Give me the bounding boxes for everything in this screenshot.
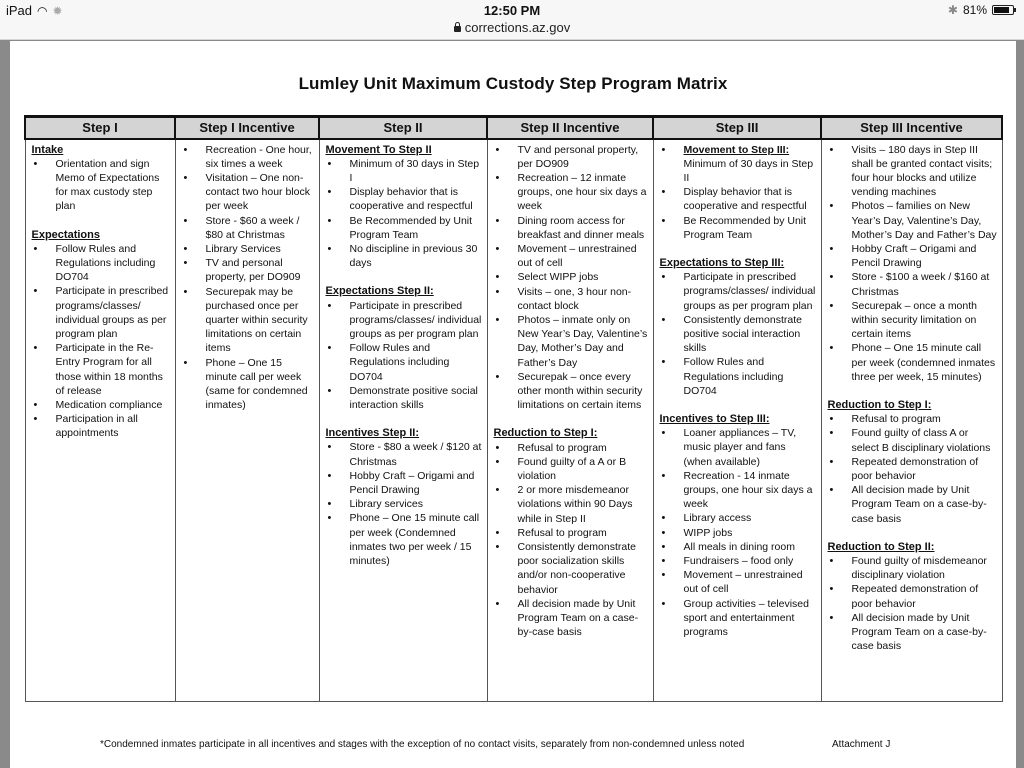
list-item: • Consistently demonstrate positive social interaction skills [660, 313, 817, 356]
lock-icon [454, 26, 461, 32]
list-item: • Library access [660, 511, 817, 525]
list-item: • Found guilty of a A or B violation [494, 455, 649, 483]
cell-step-3 [653, 139, 821, 702]
list-item: • Movement to Step III: Minimum of 30 days in Step II [660, 143, 817, 186]
header-step-2: Step II [319, 117, 487, 139]
section-spacer [828, 526, 998, 540]
attachment-label: Attachment J [832, 739, 891, 750]
list-item: • Follow Rules and Regulations including DO704 [660, 355, 817, 398]
list-item: • Securepak – once every other month within security limitations on certain items [494, 370, 649, 413]
bullet-list [326, 157, 483, 271]
list-item: • Visits – one, 3 hour non-contact block [494, 285, 649, 313]
list-item: • Store - $60 a week / $80 at Christmas [182, 214, 315, 242]
section-spacer [326, 412, 483, 426]
list-item: • Follow Rules and Regulations including DO704 [326, 341, 483, 384]
list-item: • All decision made by Unit Program Team on a case-by-case basis [828, 483, 998, 526]
cell-step-3-incentive [821, 139, 1002, 702]
bullet-list [494, 143, 649, 413]
header-step-1-incentive: Step I Incentive [175, 117, 319, 139]
list-item: • TV and personal property, per DO909 [182, 256, 315, 284]
list-item: • Recreation - 14 inmate groups, one hour six days a week [660, 469, 817, 512]
list-item: • Repeated demonstration of poor behavior [828, 455, 998, 483]
list-item: • All meals in dining room [660, 540, 817, 554]
cell-step-1 [25, 139, 175, 702]
list-item: • Select WIPP jobs [494, 270, 649, 284]
list-item: • Participate in prescribed programs/classes/ individual groups as per program plan [660, 270, 817, 313]
clock: 12:50 PM [483, 3, 541, 18]
list-item: • All decision made by Unit Program Team on a case-by-case basis [828, 611, 998, 654]
status-right [948, 3, 1014, 17]
header-step-3: Step III [653, 117, 821, 139]
list-item: • Orientation and sign Memo of Expectations for max custody step plan [32, 157, 171, 214]
footnote: *Condemned inmates participate in all incentives and stages with the exception of no contact visits, separately from non-condemned unless noted [100, 739, 745, 750]
section-heading: Incentives to Step III: [659, 412, 770, 425]
list-item: • Demonstrate positive social interaction skills [326, 384, 483, 412]
list-item: • Refusal to program [828, 412, 998, 426]
list-item: • Photos – inmate only on New Year’s Day, Valentine’s Day, Mother’s Day and Father’s Day [494, 313, 649, 370]
list-item: • Participate in the Re-Entry Program for all those within 18 months of release [32, 341, 171, 398]
list-item: • Phone – One 15 minute call per week (same for condemned inmates) [182, 356, 315, 413]
list-item: • Phone – One 15 minute call per week (condemned inmates three per week, 15 minutes) [828, 341, 998, 384]
list-item: • Dining room access for breakfast and dinner meals [494, 214, 649, 242]
list-item: • Participation in all appointments [32, 412, 171, 440]
section-heading: Expectations to Step III: [659, 256, 785, 269]
list-item: • 2 or more misdemeanor violations within 90 Days while in Step II [494, 483, 649, 526]
section-spacer [326, 270, 483, 284]
document-title: Lumley Unit Maximum Custody Step Program Matrix [298, 74, 728, 93]
section-heading: Movement To Step II [325, 143, 432, 156]
loading-spinner-icon: ✹ [52, 3, 63, 18]
ios-status-bar [0, 0, 1024, 40]
content-row [25, 139, 1002, 702]
step-program-matrix [24, 115, 1003, 702]
bullet-list [828, 412, 998, 526]
header-step-2-incentive: Step II Incentive [487, 117, 653, 139]
section-heading: Reduction to Step I: [827, 398, 932, 411]
header-step-3-incentive: Step III Incentive [821, 117, 1002, 139]
list-item: • Refusal to program [494, 526, 649, 540]
section-heading: Reduction to Step I: [493, 427, 598, 440]
list-item: • Recreation - One hour, six times a week [182, 143, 315, 171]
list-item: • Display behavior that is cooperative and respectful [326, 185, 483, 213]
header-step-1: Step I [25, 117, 175, 139]
list-item: • Participate in prescribed programs/classes/ individual groups as per program plan [326, 299, 483, 342]
list-item: • WIPP jobs [660, 526, 817, 540]
bullet-list [326, 299, 483, 413]
list-item: • Loaner appliances – TV, music player and fans (when available) [660, 426, 817, 469]
bullet-list [494, 441, 649, 640]
wifi-icon: ◠ [37, 3, 48, 18]
bluetooth-icon: ✱ [947, 3, 958, 17]
list-item: • Securepak may be purchased once per quarter within security limitations on certain items [182, 285, 315, 356]
section-spacer [828, 384, 998, 398]
list-item: • Visitation – One non-contact two hour block per week [182, 171, 315, 214]
cell-step-2 [319, 139, 487, 702]
bullet-list [660, 143, 817, 242]
section-heading: Expectations Step II: [325, 285, 434, 298]
list-item: • Display behavior that is cooperative and respectful [660, 185, 817, 213]
list-item: • Hobby Craft – Origami and Pencil Drawing [326, 469, 483, 497]
bullet-list [32, 242, 171, 441]
battery-percent: 81% [962, 3, 987, 17]
list-item: • TV and personal property, per DO909 [494, 143, 649, 171]
list-item: • Movement – unrestrained out of cell [660, 568, 817, 596]
list-item: • Visits – 180 days in Step III shall be granted contact visits; four hour blocks and utilize vending machines [828, 143, 998, 200]
list-item: • Securepak – once a month within security limitation on certain items [828, 299, 998, 342]
list-item: • Group activities – televised sport and entertainment programs [660, 597, 817, 640]
list-item: • Follow Rules and Regulations including DO704 [32, 242, 171, 285]
document-page [10, 41, 1016, 768]
bullet-list [828, 143, 998, 384]
list-item: • Library services [326, 497, 483, 511]
section-spacer [494, 412, 649, 426]
section-spacer [660, 398, 817, 412]
device-name: iPad [6, 3, 33, 18]
bullet-list [660, 426, 817, 639]
bullet-list [828, 554, 998, 653]
inline-heading: Movement to Step III: [683, 143, 790, 156]
battery-fill [994, 7, 1009, 13]
list-item: • Be Recommended by Unit Program Team [660, 214, 817, 242]
list-item: • Phone – One 15 minute call per week (Condemned inmates two per week / 15 minutes) [326, 511, 483, 568]
battery-icon [992, 5, 1014, 15]
address-bar[interactable] [0, 20, 1024, 35]
list-item: • No discipline in previous 30 days [326, 242, 483, 270]
section-spacer [32, 214, 171, 228]
list-item: • Store - $100 a week / $160 at Christmas [828, 270, 998, 298]
section-heading: Reduction to Step II: [827, 540, 935, 553]
list-item: • Found guilty of class A or select B disciplinary violations [828, 426, 998, 454]
section-heading: Incentives Step II: [325, 427, 420, 440]
list-item: • Found guilty of misdemeanor disciplinary violation [828, 554, 998, 582]
cell-step-2-incentive [487, 139, 653, 702]
list-item: • Photos – families on New Year’s Day, Valentine’s Day, Mother’s Day and Father’s Day [828, 199, 998, 242]
section-heading: Intake [31, 143, 64, 156]
bullet-list [326, 440, 483, 568]
list-item: • Fundraisers – food only [660, 554, 817, 568]
list-item: • Medication compliance [32, 398, 171, 412]
list-item: • Minimum of 30 days in Step I [326, 157, 483, 185]
list-item: • All decision made by Unit Program Team on a case-by-case basis [494, 597, 649, 640]
list-item: • Refusal to program [494, 441, 649, 455]
list-item: • Movement – unrestrained out of cell [494, 242, 649, 270]
list-item: • Store - $80 a week / $120 at Christmas [326, 440, 483, 468]
list-item: • Repeated demonstration of poor behavior [828, 582, 998, 610]
cell-step-1-incentive [175, 139, 319, 702]
list-item: • Participate in prescribed programs/classes/ individual groups as per program plan [32, 284, 171, 341]
bullet-list [182, 143, 315, 413]
section-spacer [660, 242, 817, 256]
bullet-list [660, 270, 817, 398]
list-item: • Recreation – 12 inmate groups, one hour six days a week [494, 171, 649, 214]
bullet-list [32, 157, 171, 214]
header-row [25, 117, 1002, 139]
list-item: • Hobby Craft – Origami and Pencil Drawing [828, 242, 998, 270]
list-item: • Consistently demonstrate poor socialization skills and/or non-cooperative behavior [494, 540, 649, 597]
url-text[interactable]: corrections.az.gov [464, 20, 571, 35]
list-item: • Library Services [182, 242, 315, 256]
list-item: • Be Recommended by Unit Program Team [326, 214, 483, 242]
section-heading: Expectations [31, 228, 100, 241]
